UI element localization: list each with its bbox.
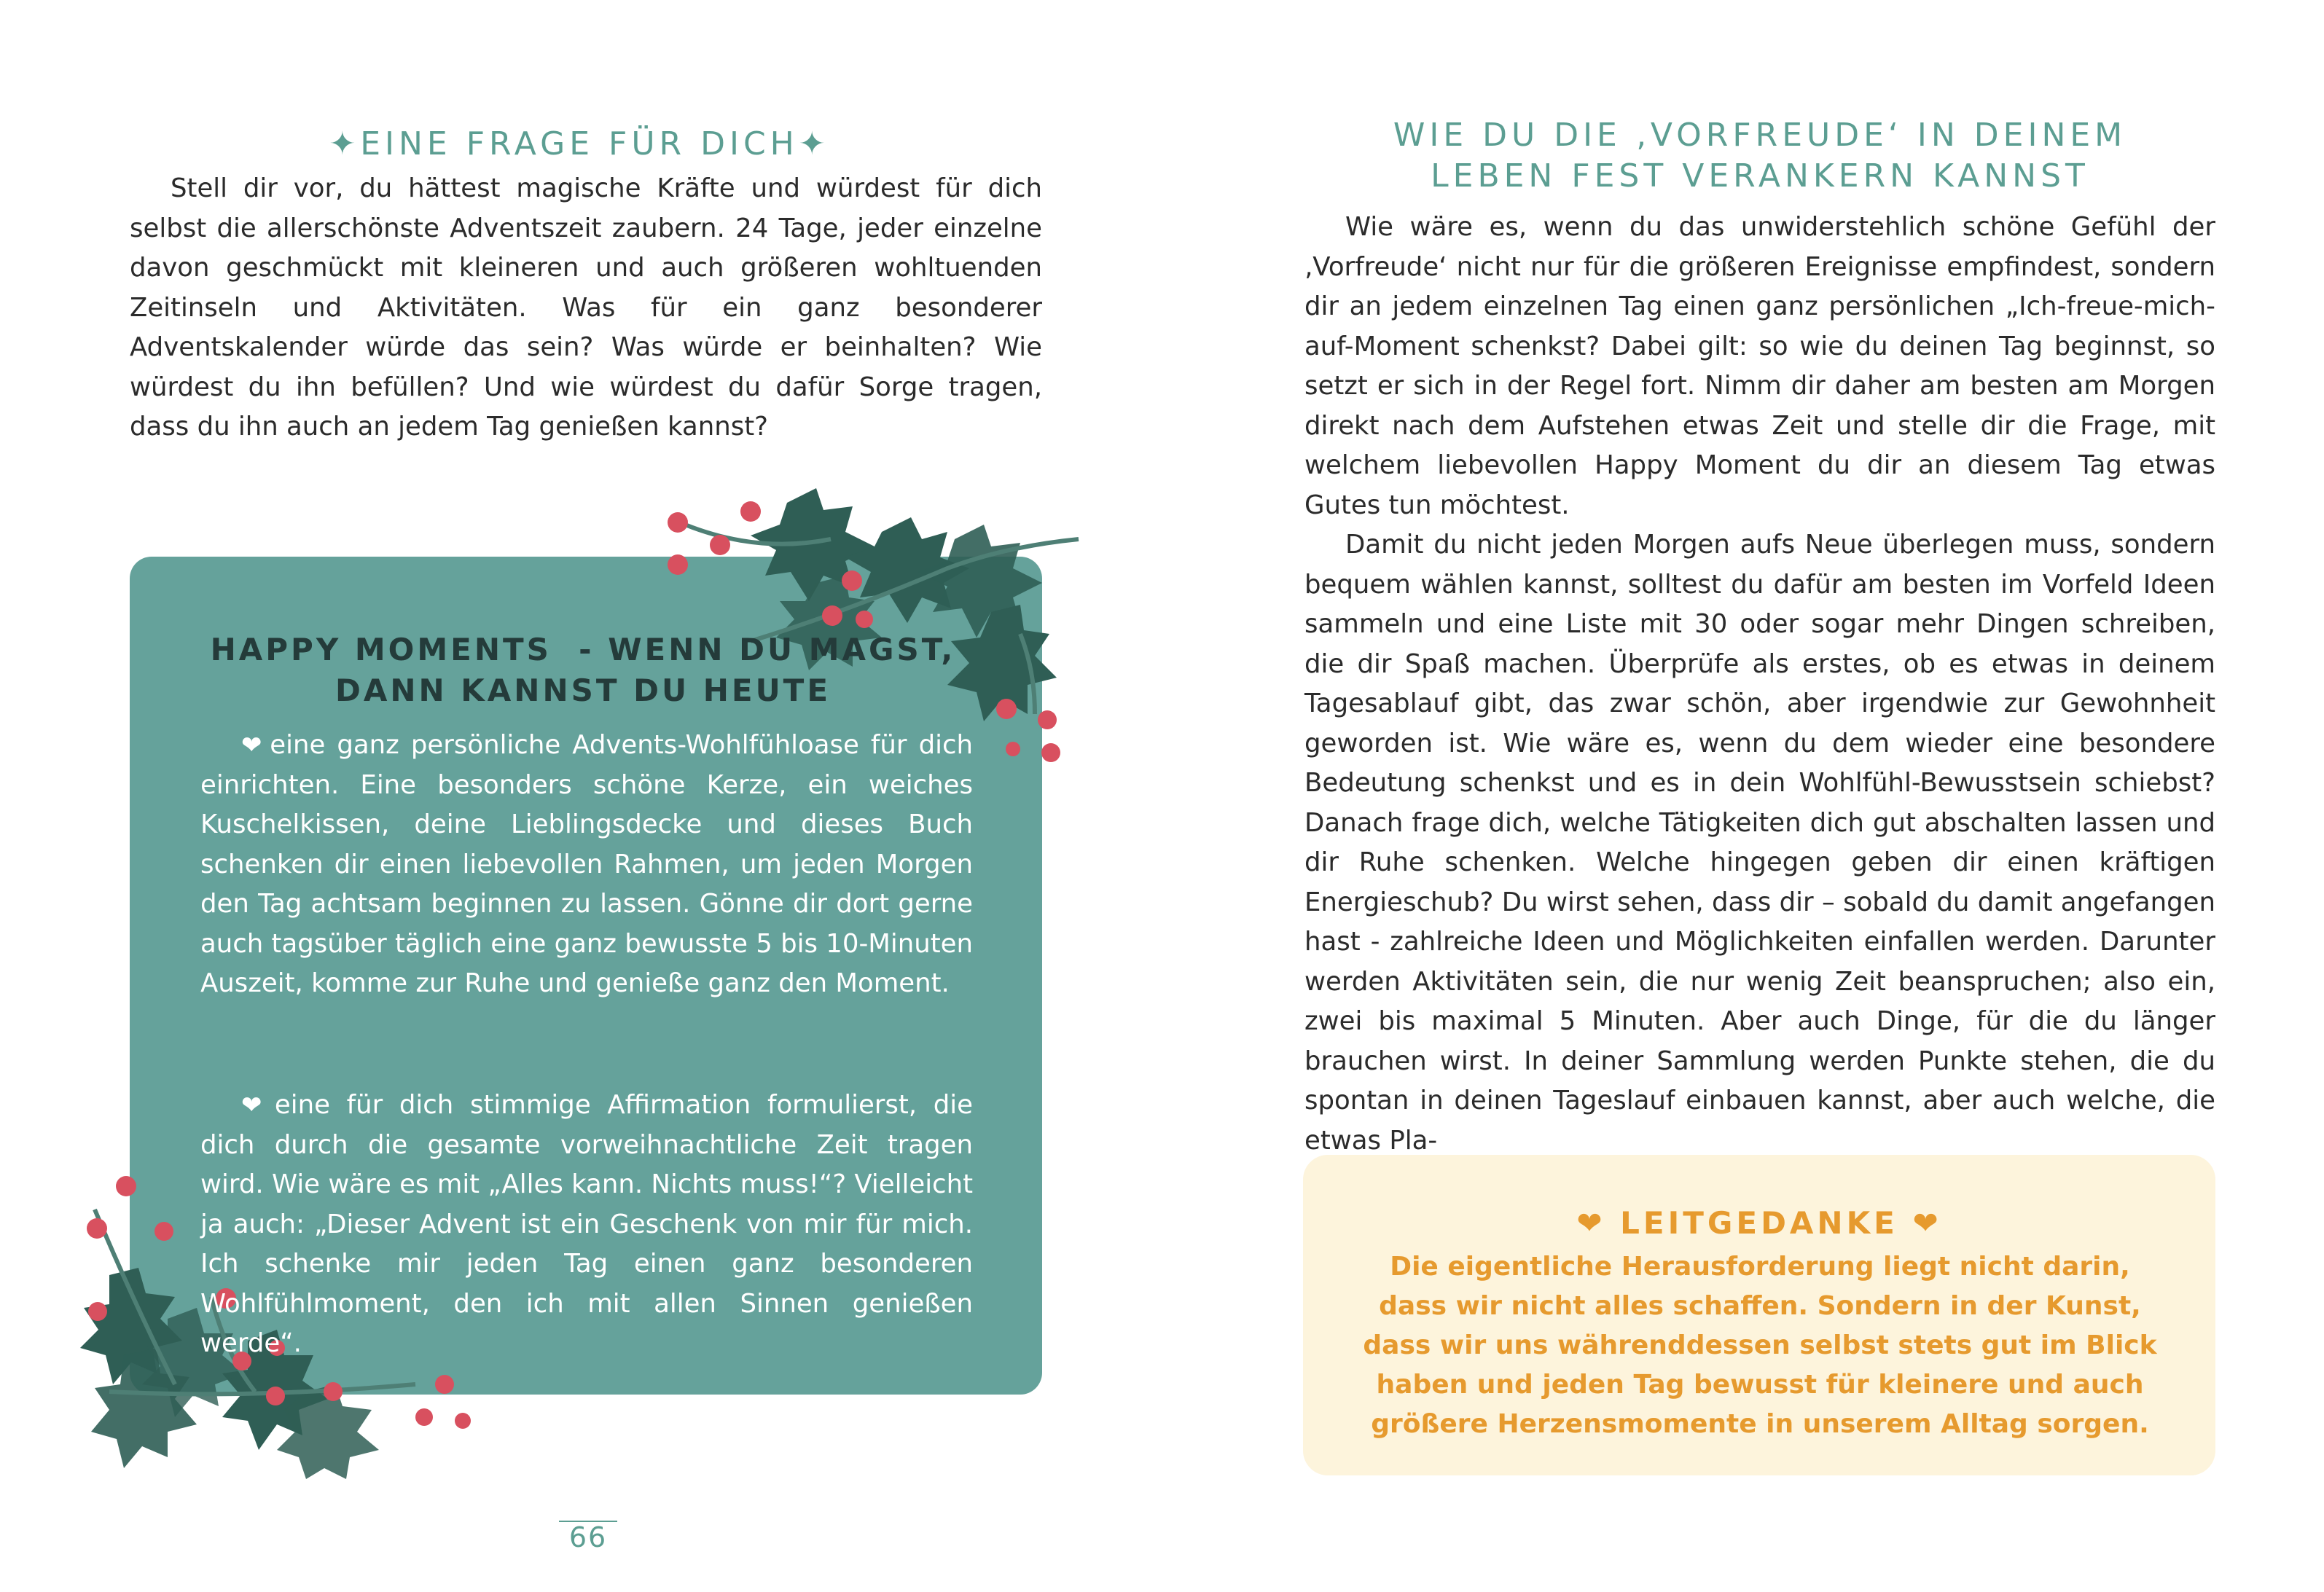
question-body: Stell dir vor, du hättest magische Kräfte und würdest für dich selbst die allerschönste Adventszeit zaubern. 24 Tage, jeder einzelne davon geschmückt mit kleineren und auch größeren wohltuenden Zeitinseln und Aktivitäten. Was für ein ganz besonderer Adventskalender würde das sein? Was würde er beinhalten? Wie würdest du ihn befüllen? Und wie würdest du dafür Sorge tragen, dass du ihn auch an jedem Tag genießen kannst? [130, 173, 1042, 442]
vorfreude-heading-line1: WIE DU DIE ‚VORFREUDE‘ IN DEINEM [1393, 117, 2127, 154]
berry-icon [668, 512, 688, 533]
heart-icon: ❤ [241, 1091, 270, 1120]
berry-icon [1041, 743, 1060, 762]
berry-icon [455, 1413, 471, 1429]
heart-icon: ❤ [241, 731, 266, 760]
page-number: 66 [568, 1521, 608, 1553]
berry-icon [710, 535, 730, 555]
happy-moments-title-line1: HAPPY MOMENTS - WENN DU MAGST, [210, 632, 956, 667]
happy-moments-item [200, 1086, 973, 1364]
berry-icon [415, 1408, 433, 1426]
leitgedanke-title: ❤ LEITGEDANKE ❤ [1576, 1205, 1942, 1241]
leitgedanke-text: Die eigentliche Herausforderung liegt nicht darin, dass wir nicht alles schaffen. Sondern in der Kunst, dass wir uns währenddessen selbst stets gut im Blick haben und jeden Tag bewusst für kleinere und auch größere Herzensmomente in unserem Alltag sorgen. [1363, 1252, 2157, 1439]
berry-icon [435, 1375, 454, 1394]
berry-icon [1006, 742, 1020, 756]
berry-icon [1038, 710, 1057, 729]
berry-icon [154, 1222, 173, 1241]
berry-icon [822, 605, 842, 626]
berry-icon [996, 699, 1017, 719]
question-heading: ✦EINE FRAGE FÜR DICH✦ [329, 125, 830, 162]
berry-icon [88, 1302, 107, 1321]
berry-icon [324, 1382, 343, 1401]
berry-icon [116, 1176, 136, 1196]
happy-moments-item-text: eine ganz persönliche Advents-Wohlfühloase für dich einrichten. Eine besonders schöne Kerze, ein weiches Kuschelkissen, deine Lieblingsdecke und dieses Buch schenken dir einen liebevollen Rahmen, um jeden Morgen den Tag achtsam beginnen zu lassen. Gönne dir dort gerne auch tagsüber täglich eine ganz bewusste 5 bis 10-Minuten Auszeit, komme zur Ruhe und genieße ganz den Moment. [200, 730, 974, 998]
vorfreude-body [1304, 208, 2215, 1161]
berry-icon [87, 1218, 107, 1239]
berry-icon [842, 570, 862, 591]
berry-icon [266, 1387, 285, 1405]
berry-icon [856, 611, 873, 628]
vorfreude-heading [1304, 115, 2215, 197]
berry-icon [668, 554, 688, 575]
vorfreude-heading-line2: LEBEN FEST VERANKERN KANNST [1431, 157, 2089, 195]
happy-moments-title [175, 630, 991, 711]
vorfreude-paragraph: Damit du nicht jeden Morgen aufs Neue überlegen muss, sondern bequem wählen kannst, solltest du dafür am besten im Vorfeld Ideen sammeln und eine Liste mit 30 oder sogar mehr Dingen schreiben, die dir Spaß machen. Überprüfe als erstes, ob es etwas in deinem Tagesablauf gibt, das zwar schön, aber irgendwie zur Gewohnheit geworden ist. Wie wäre es, wenn du dem wieder eine besondere Bedeutung schenkst und es in dein Wohlfühl-Bewusstsein schiebst? Danach frage dich, welche Tätigkeiten dich gut abschalten lassen und dir Ruhe schenken. Welche hingegen geben dir einen kräftigen Energieschub? Du wirst sehen, dass dir – sobald du damit angefangen hast - zahlreiche Ideen und Möglichkeiten einfallen werden. Darunter werden Aktivitäten sein, die nur wenig Zeit beanspruchen; also ein, zwei bis maximal 5 Minuten. Aber auch Dinge, für die du länger brauchen wirst. In deiner Sammlung werden Punkte stehen, die du spontan in deinen Tageslauf einbauen kannst, aber auch welche, die etwas Pla- [1304, 530, 2215, 1156]
vorfreude-paragraph: Wie wäre es, wenn du das unwiderstehlich schöne Gefühl der ‚Vorfreude‘ nicht nur für die größeren Ereignisse empfindest, sondern dir an jedem einzelnen Tag einen ganz persönlichen „Ich-freue-mich-auf-Moment schenkst? Dabei gilt: so wie du deinen Tag beginnst, so setzt er sich in der Regel fort. Nimm dir daher am besten am Morgen direkt nach dem Aufstehen etwas Zeit und stelle dir die Frage, mit welchem liebevollen Happy Moment du dir an diesem Tag etwas Gutes tun möchtest. [1304, 212, 2215, 520]
happy-moments-title-line2: DANN KANNST DU HEUTE [334, 673, 832, 708]
happy-moments-item [200, 726, 973, 1004]
happy-moments-item-text: eine für dich stimmige Affirmation formulierst, die dich durch die gesamte vorweihnachtliche Zeit tragen wird. Wie wäre es mit „Alles kann. Nichts muss!“? Vielleicht ja auch: „Dieser Advent ist ein Geschenk von mir für mich. Ich schenke mir jeden Tag einen ganz besonderen Wohlfühlmoment, den ich mit allen Sinnen genießen werde“. [200, 1090, 973, 1358]
berry-icon [740, 501, 761, 522]
